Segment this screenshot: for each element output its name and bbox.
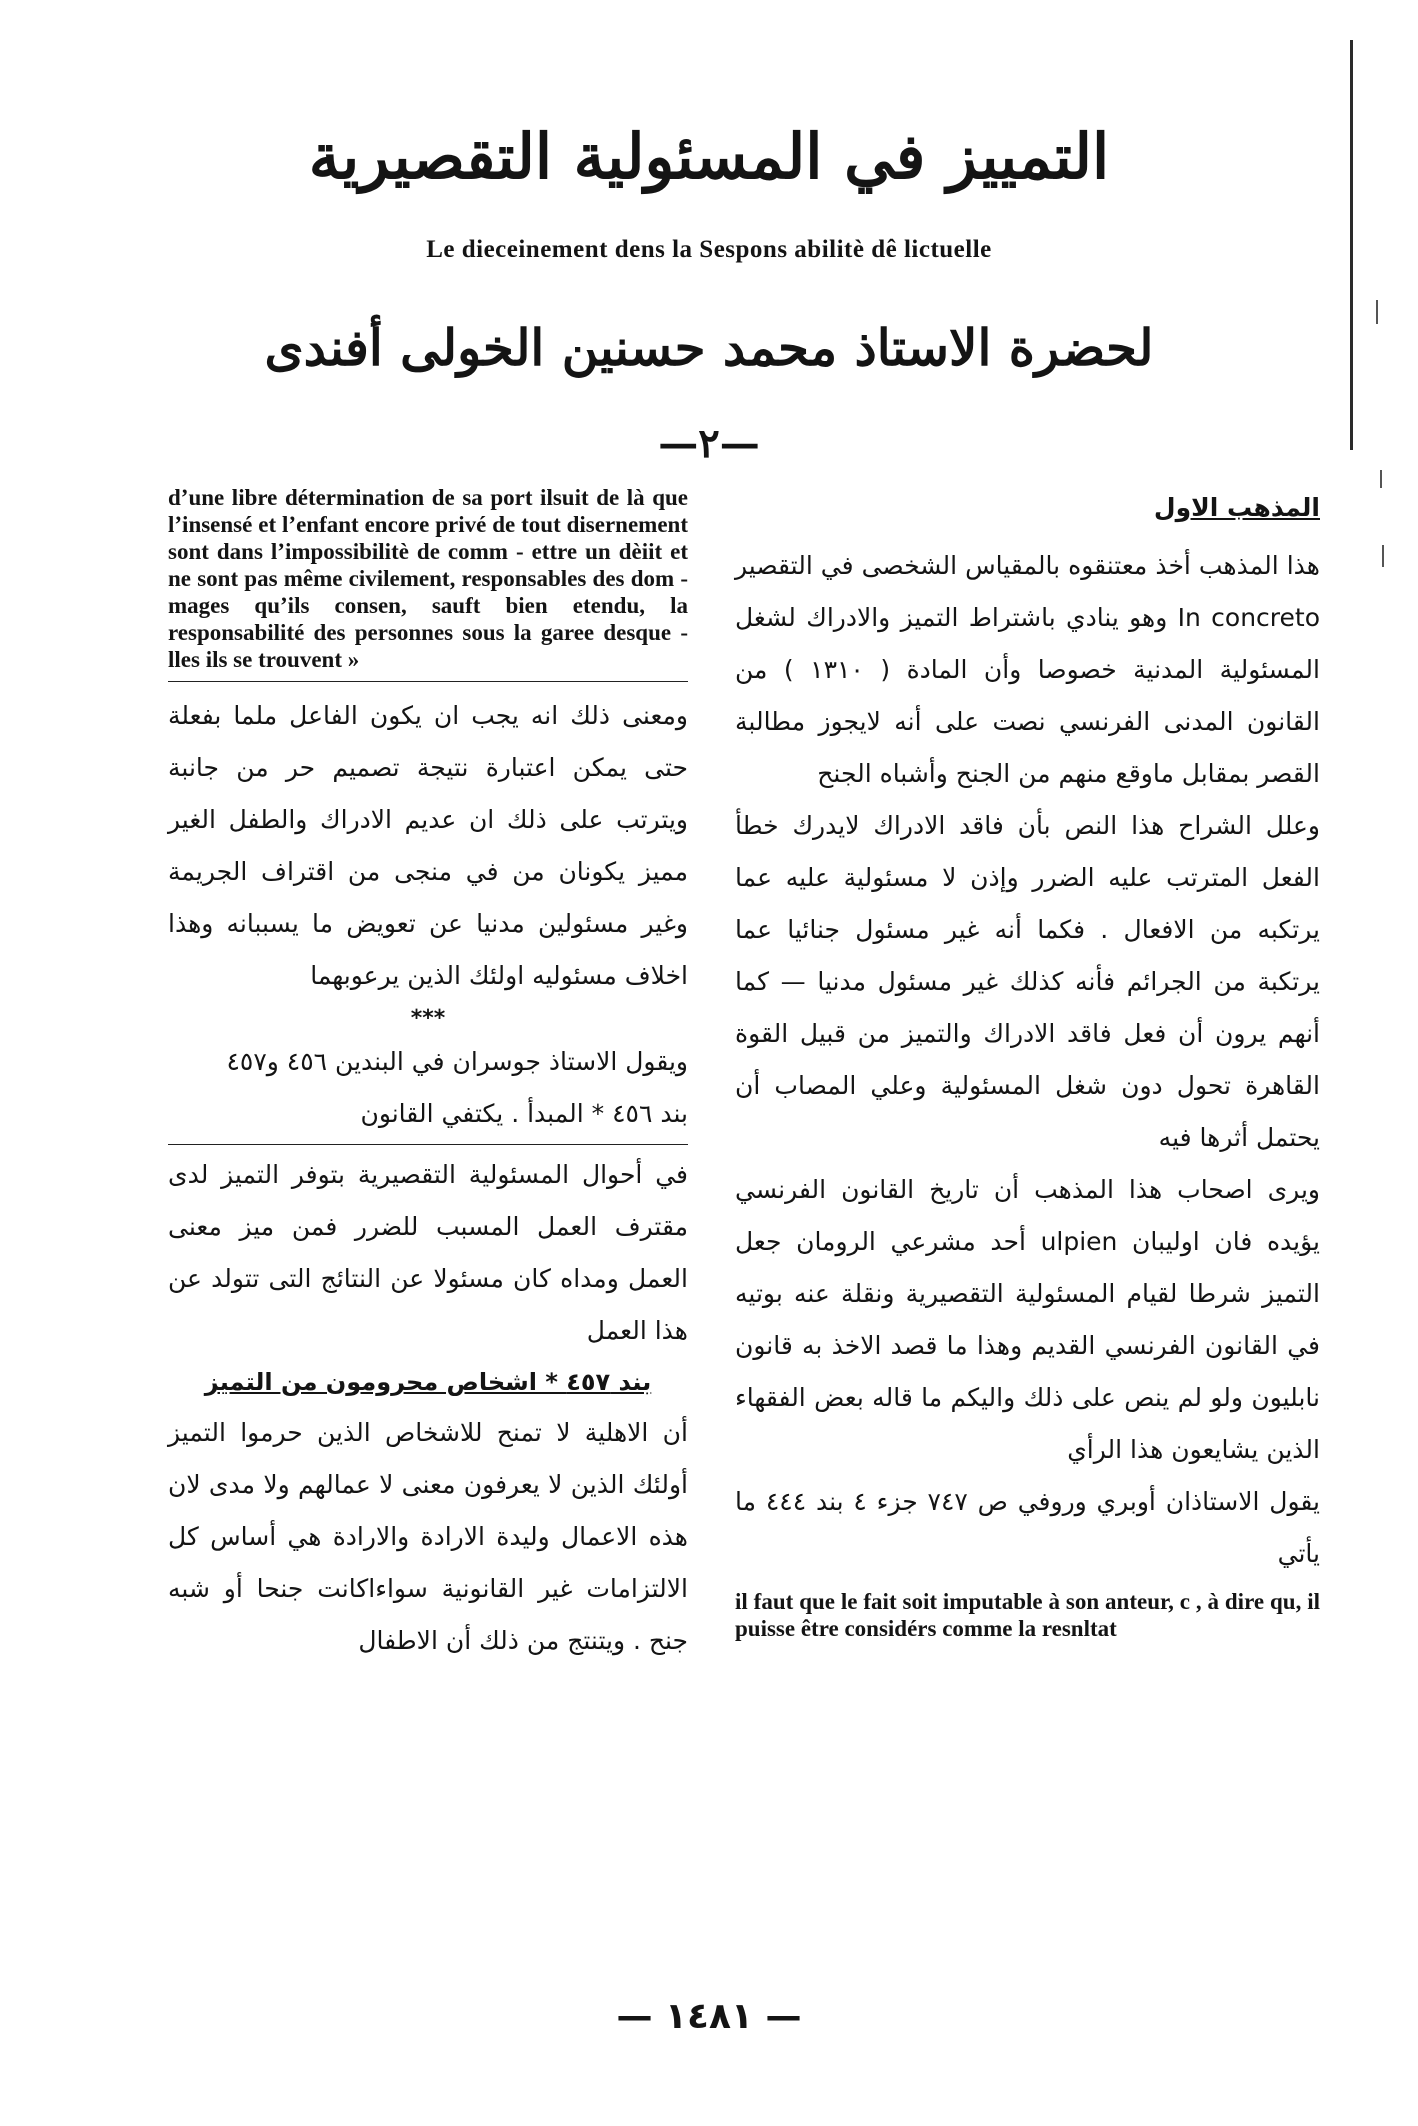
article-title: التمييز في المسئولية التقصيرية [308,120,1110,193]
paragraph: في أحوال المسئولية التقصيرية بتوفر التميز لدى مقترف العمل المسبب للضرر فمن ميز معنى العمل ومداه كان مسئولا عن النتائج التى تتولد عن هذا العمل [168,1160,688,1345]
section-separator: *** [410,1006,446,1031]
scan-edge-tick [1380,470,1382,488]
paragraph: ومعنى ذلك انه يجب ان يكون الفاعل ملما بفعلة حتى يمكن اعتبارة نتيجة تصميم حر من جانبة ويترتب على ذلك ان عديم الادراك والطفل الغير مميز يكونان من في منجى من اقتراف الجريمة وغير مسئولين مدنيا عن تعويض ما يسببانه وهذا اخلاف مسئوليه اولئك الذين يرعوبهما [168,701,688,990]
paragraph: هذا المذهب أخذ معتنقوه بالمقياس الشخصى في التقصير In concreto وهو ينادي باشتراط التميز والادراك لشغل المسئولية المدنية خصوصا وأن المادة ( ١٣١٠ ) من القانون المدنى الفرنسي نصت على أنه لايجوز مطالبة القصر بمقابل ماوقع منهم من الجنح وأشباه الجنح [735,551,1320,788]
paragraph: ويقول الاستاذ جوسران في البندين ٤٥٦ و٤٥٧ [226,1047,688,1076]
scan-edge-tick [1376,300,1378,324]
paragraph: يقول الاستاذان أوبري وروفي ص ٧٤٧ جزء ٤ بند ٤٤٤ ما يأتي [735,1487,1320,1568]
author-byline: لحضرة الاستاذ محمد حسنين الخولى أفندى [264,318,1154,377]
left-column [168,484,688,1667]
right-column [735,484,1320,1642]
scan-edge-line [1350,40,1353,450]
subheading: بند ٤٥٦ * المبدأ . يكتفي القانون [360,1099,688,1128]
paragraph: ويرى اصحاب هذا المذهب أن تاريخ القانون الفرنسي يؤيده فان اوليبان ulpien أحد مشرعي الرومان جعل التميز شرطا لقيام المسئولية التقصيرية ونقلة عنه بوتيه في القانون الفرنسي القديم وهذا ما قصد الاخذ به قانون نابليون ولو لم ينص على ذلك واليكم ما قاله بعض الفقهاء الذين يشايعون هذا الرأي [735,1175,1320,1464]
section-heading: المذهب الاول [1153,493,1320,522]
scan-edge-tick [1382,545,1384,567]
divider [168,1144,688,1145]
part-number: —٢— [658,420,760,467]
page-number: — ١٤٨١ — [616,1996,802,2037]
french-quote: il faut que le fait soit imputable à son anteur, c , à dire qu, il puisse être considérs comme la resnltat [735,1589,1320,1641]
subheading: بند ٤٥٧ * اشخاص محرومون من التميز [204,1368,652,1396]
french-quote-continued: d’une libre détermination de sa port ilsuit de là que l’insensé et l’enfant encore privé de tout disernement sont dans l’impossibilitè de comm - ettre un dèiit et ne sont pas même civilement, responsables des dom - mages qu’ils consen, sauft bien etendu, la responsabilité des personnes sous la garee desque - lles ils se trouvent » [168,485,688,672]
divider [168,681,688,682]
paragraph: وعلل الشراح هذا النص بأن فاقد الادراك لايدرك خطأ الفعل المترتب عليه الضرر وإذن لا مسئولية عليه عما يرتكبه من الافعال . فكما أنه غير مسئول جنائيا عما يرتكبة من الجرائم فأنه كذلك غير مسئول مدنيا — كما أنهم يرون أن فعل فاقد الادراك والتميز من قبيل القوة القاهرة تحول دون شغل المسئولية وعلي المصاب أن يحتمل أثرها فيه [735,811,1320,1152]
paragraph: أن الاهلية لا تمنح للاشخاص الذين حرموا التميز أولئك الذين لا يعرفون معنى لا عمالهم ولا مدى لان هذه الاعمال وليدة الارادة والارادة هي أساس كل الالتزامات غير القانونية سواءاكانت جنحا أو شبه جنح . ويتنتج من ذلك أن الاطفال [168,1418,688,1655]
article-subtitle-french: Le dieceinement dens la Sespons abilitè dê lictuelle [426,236,992,263]
